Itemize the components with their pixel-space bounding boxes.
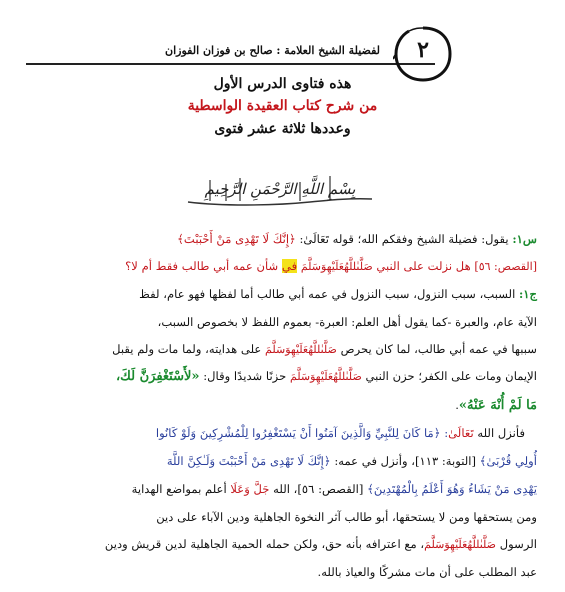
answer-label: ج١: (519, 287, 537, 301)
intro-line-3: وعددها ثلاثة عشر فتوى (214, 121, 351, 137)
salawat-4: صَلَّىٰللَّهُعَلَيْهِوَسَلَّمَ (424, 538, 497, 551)
question-text: يقول: فضيلة الشيخ وفقكم الله؛ قوله تَعَالَىٰ: (295, 232, 513, 246)
answer-line-2: الآية عام، والعبرة -كما يقول أهل العلم: العبرة- بعموم اللفظ لا بخصوص السبب، (157, 315, 537, 329)
highlighted-word: في (281, 259, 298, 273)
header-rule (26, 63, 435, 65)
basmala (180, 168, 380, 214)
answer-text-4b: حزنًا شديدًا وقال: (199, 369, 290, 383)
intro-line-1: هذه فتاوى الدرس الأول (213, 76, 352, 92)
answer-text-1: السبب، سبب النزول، سبب النزول في عمه أبي طالب أما لفظها فهو عام، لفظ (139, 287, 519, 301)
answer-text-3a: سببها في عمه أبي طالب، لما كان يحرص (336, 342, 537, 356)
page-number: ٢ (417, 37, 429, 63)
answer-line-9: ومن يستحقها ومن لا يستحقها، أبو طالب آثر النخوة الجاهلية ودين الآباء على دين (156, 510, 537, 524)
question-line-2 (29, 256, 537, 277)
hadith-quote-2: مَا لَمْ أُنْهَ عَنْهُ» (458, 398, 537, 413)
question-verse: ﴿إِنَّكَ لَا تَهْدِى مَنْ أَحْبَبْتَ﴾ (177, 232, 296, 246)
question-text-3: شأن عمه أبي طالب فقط أم لا؟ (125, 259, 282, 273)
question-line-1 (29, 229, 537, 249)
question-text-2: هل نزلت على النبي (372, 259, 475, 273)
header-title: لفضيلة الشيخ العلامة : صالح بن فوزان الفوزان (165, 44, 380, 57)
jalla-wa-ala: جَلَّ وَعَلَا (230, 482, 270, 496)
answer-text-7a: [التوبة: ١١٣]، وأنزل في عمه: (330, 454, 480, 468)
answer-text-8a: [القصص: ٥٦]، الله (269, 482, 368, 496)
question-label: س١: (512, 232, 537, 246)
answer-text-3b: على هدايته، ولما مات ولم يقبل (112, 342, 266, 356)
verse-tawba-end: أُولِي قُرْبَىٰ﴾ (479, 454, 537, 468)
hadith-quote-1: «لأَسْتَغْفِرَنَّ لَكَ، (115, 369, 200, 384)
page-number-badge (393, 25, 453, 83)
answer-line-4 (29, 366, 537, 387)
taala-1: تَعَالَىٰ (448, 426, 474, 440)
answer-line-6 (17, 423, 525, 443)
verse-qasas: ﴿إِنَّكَ لَا تَهْدِى مَنْ أَحْبَبْتَ وَلَـٰكِنَّ اللَّهَ (166, 454, 331, 468)
answer-text-6a: فأنزل الله (473, 426, 525, 440)
answer-line-7 (29, 451, 537, 471)
answer-line-10 (29, 534, 537, 555)
intro-line-2: من شرح كتاب العقيدة الواسطية (187, 98, 378, 114)
verse-tawba: : ﴿مَا كَانَ لِلنَّبِيِّ وَالَّذِينَ آمَنُوا أَنْ يَسْتَغْفِرُوا لِلْمُشْرِكِينَ وَلَوْ كَانُوا (155, 426, 449, 440)
answer-text-10a: الرسول (496, 537, 537, 551)
answer-dot: . (455, 398, 459, 412)
answer-line-5 (29, 395, 537, 416)
answer-line-3 (29, 339, 537, 360)
salawat-3: صَلَّىٰللَّهُعَلَيْهِوَسَلَّمَ (289, 370, 362, 383)
verse-qasas-end: يَهْدِى مَنْ يَشَاءُ وَهُوَ أَعْلَمُ بِالْمُهْتَدِينَ﴾ (367, 482, 537, 496)
answer-text-10b: ، مع اعترافه بأنه حق، ولكن حمله الحمية الجاهلية لدين قريش ودين (104, 537, 425, 551)
answer-text-4a: الإيمان ومات على الكفر؛ حزن النبي (361, 369, 537, 383)
salawat-2: صَلَّىٰللَّهُعَلَيْهِوَسَلَّمَ (265, 343, 337, 356)
question-verse-ref: [القصص: ٥٦] (474, 260, 537, 273)
answer-line-1 (29, 284, 537, 304)
salawat-1: صَلَّىٰللَّهُعَلَيْهِوَسَلَّمَ (300, 260, 373, 273)
answer-line-11: عبد المطلب على أن مات مشركًا والعياذ بالله. (317, 565, 537, 579)
basmala-text: بِسْمِ اللَّهِ الرَّحْمَنِ الرَّحِيمِ (204, 180, 356, 198)
answer-line-8 (29, 479, 537, 499)
answer-text-8b: أعلم بمواضع الهداية (131, 482, 231, 496)
